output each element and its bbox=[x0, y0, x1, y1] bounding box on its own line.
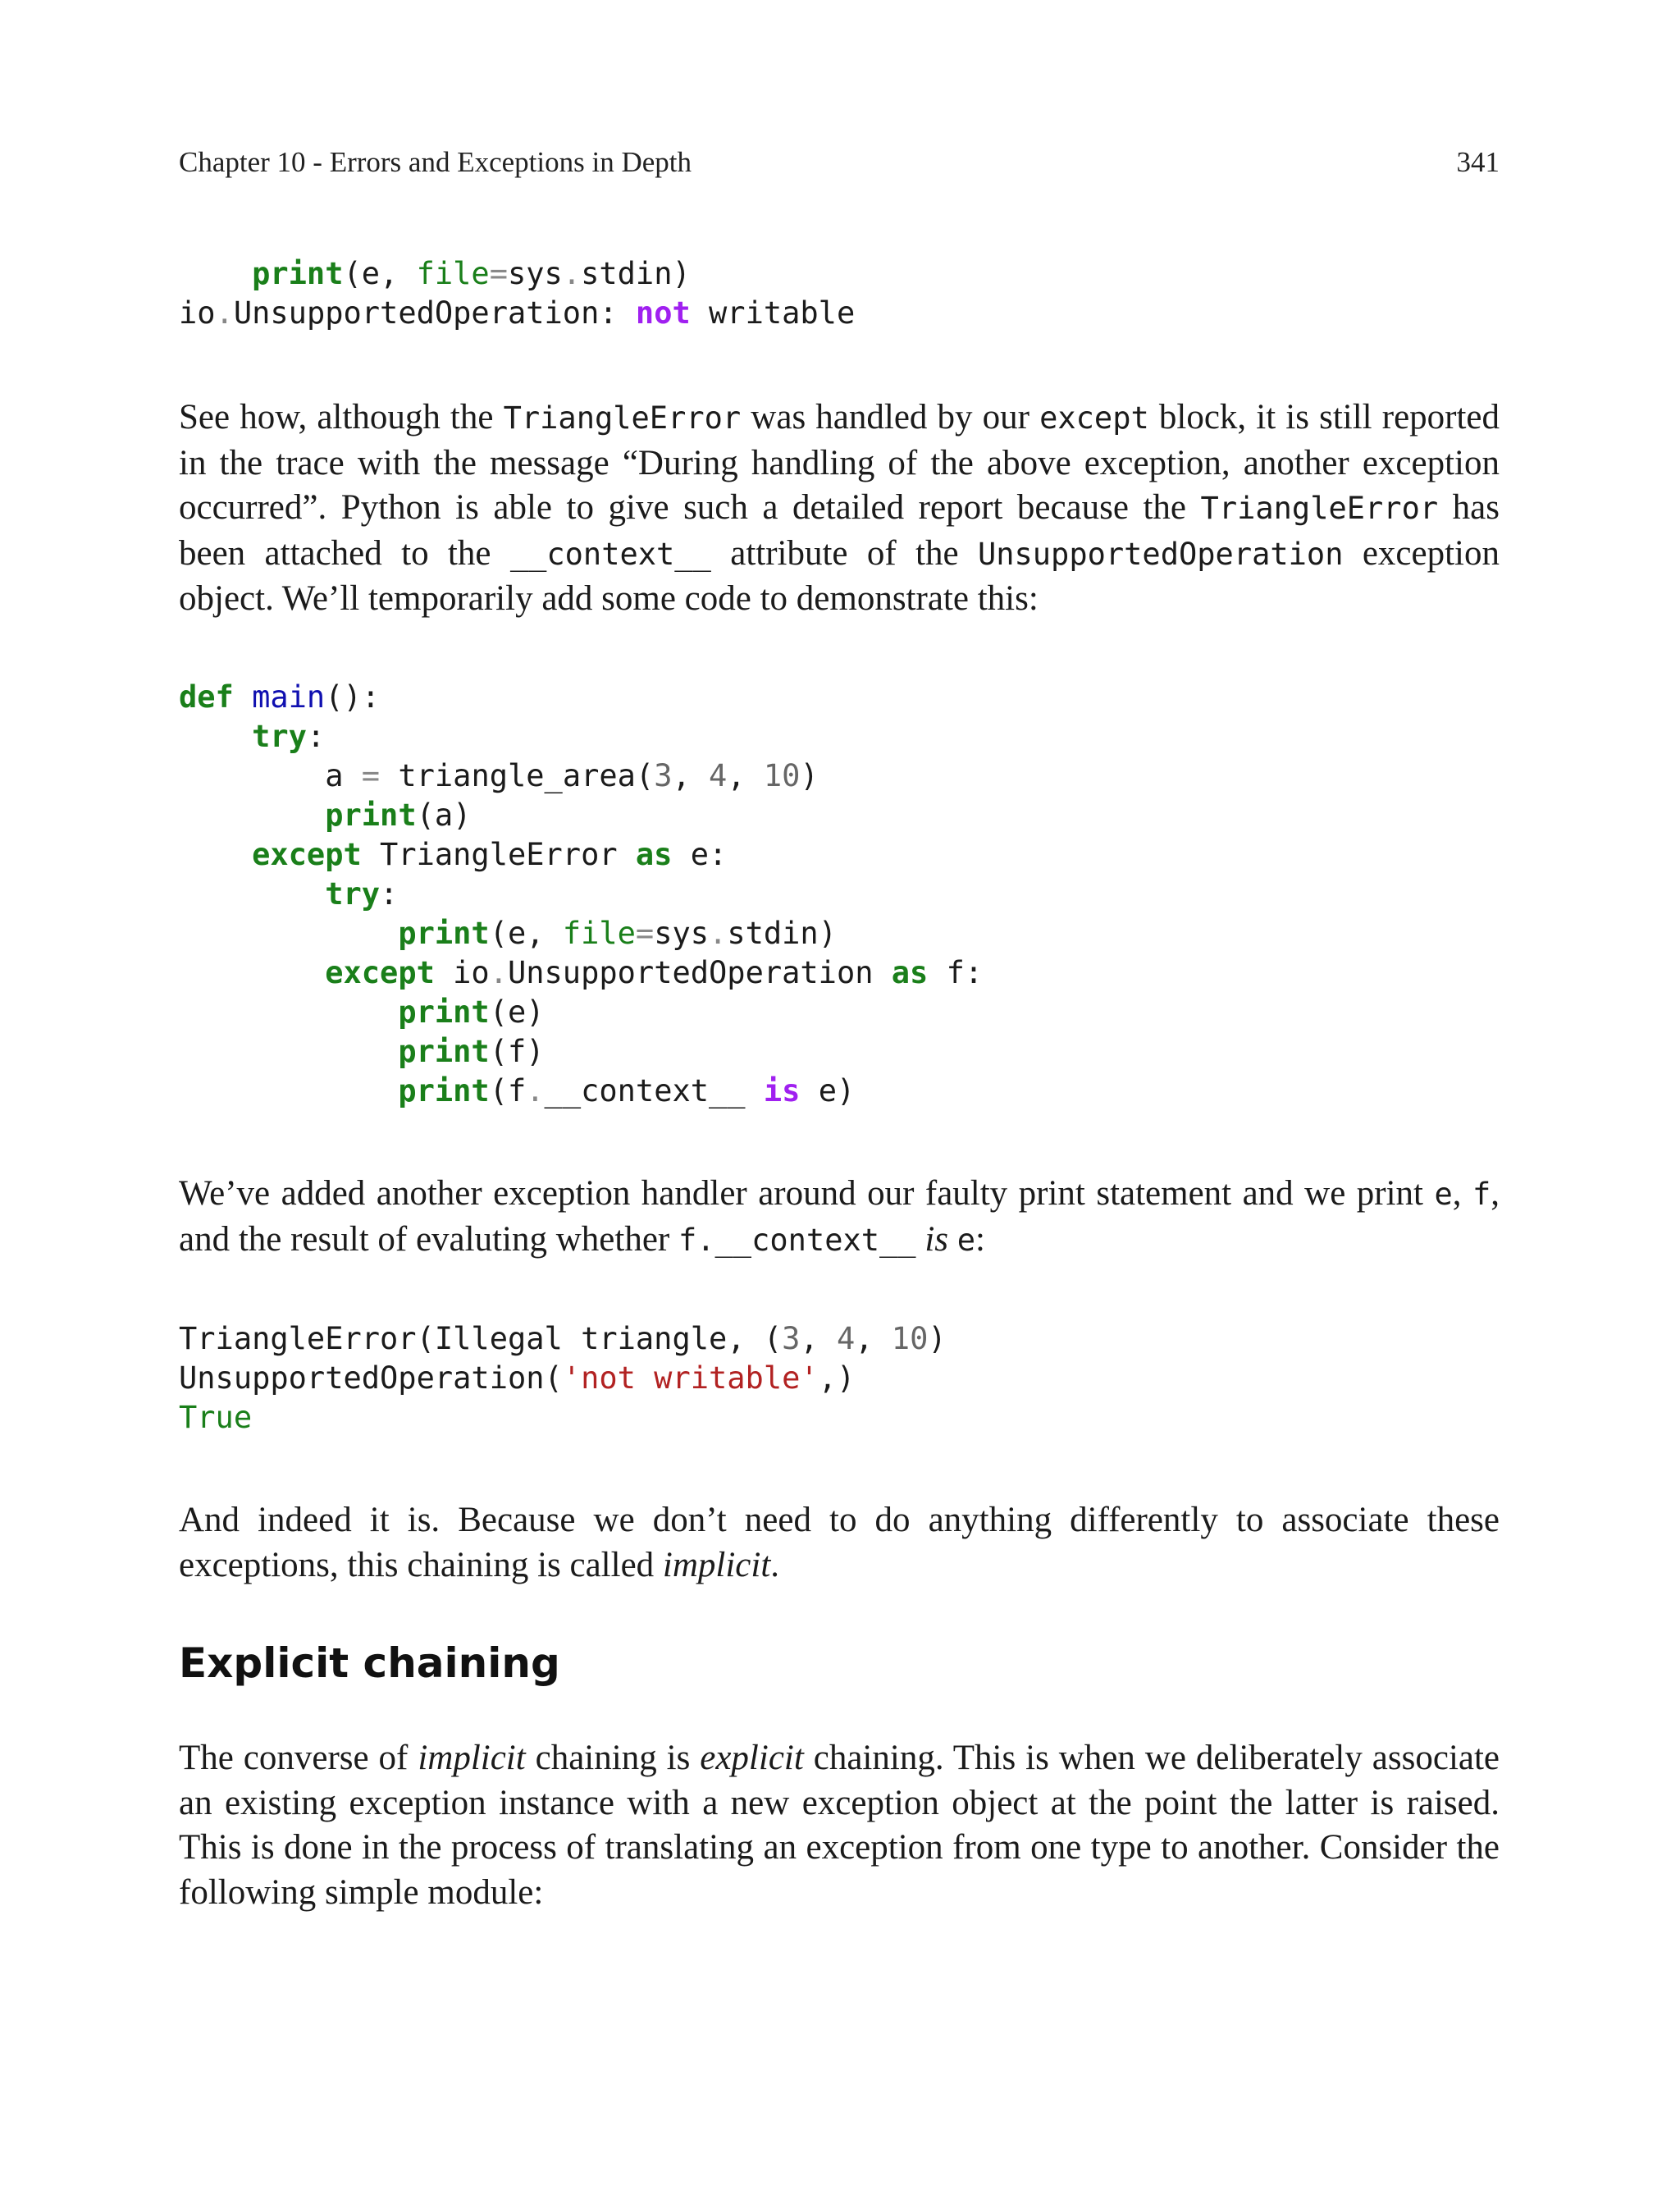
code-keyword: except bbox=[325, 955, 435, 990]
code-text: sys bbox=[508, 256, 563, 291]
code-keyword: print bbox=[398, 1073, 490, 1108]
text-run: : bbox=[975, 1219, 985, 1259]
code-number: 3 bbox=[782, 1321, 801, 1356]
code-block-traceback-end bbox=[179, 254, 855, 333]
code-text: UnsupportedOperation( bbox=[179, 1360, 563, 1396]
code-text: a bbox=[325, 758, 362, 793]
paragraph-added-handler bbox=[179, 1172, 1500, 1263]
code-keyword: print bbox=[398, 916, 490, 951]
code-text bbox=[179, 256, 252, 291]
code-text: ) bbox=[928, 1321, 947, 1356]
code-text: (a) bbox=[416, 798, 472, 833]
code-text: e: bbox=[672, 837, 728, 872]
code-text: (f) bbox=[489, 1034, 545, 1069]
code-keyword: print bbox=[398, 1034, 490, 1069]
code-number: 10 bbox=[763, 758, 801, 793]
text-run: . bbox=[770, 1545, 780, 1584]
code-operator: = bbox=[361, 758, 381, 793]
inline-code: f bbox=[1472, 1177, 1491, 1212]
text-run: See how, although the bbox=[179, 398, 504, 437]
code-keyword: try bbox=[252, 719, 307, 754]
italic-text: implicit bbox=[418, 1739, 526, 1777]
code-number: 4 bbox=[836, 1321, 856, 1356]
code-text: TriangleError bbox=[361, 837, 636, 872]
code-text: stdin) bbox=[727, 916, 837, 951]
page-number: 341 bbox=[1456, 146, 1500, 178]
code-text: e) bbox=[800, 1073, 856, 1108]
inline-code: f.__context__ bbox=[678, 1222, 916, 1258]
code-text: , bbox=[800, 1321, 837, 1356]
text-run: chaining is bbox=[525, 1739, 701, 1777]
text-run: attribute of the bbox=[710, 533, 978, 573]
code-text: f: bbox=[928, 955, 984, 990]
code-text: (): bbox=[325, 679, 381, 715]
code-text: TriangleError(Illegal triangle, ( bbox=[179, 1321, 783, 1356]
code-text: writable bbox=[690, 295, 856, 331]
text-run: block, it is still reported in the trace with the message “During handling of the above exception, another exception occurred”. Python is able to give such a detailed report because the bbox=[179, 398, 1500, 527]
code-number: 10 bbox=[891, 1321, 929, 1356]
code-text: triangle_area( bbox=[380, 758, 655, 793]
code-number: 3 bbox=[654, 758, 673, 793]
code-text: (e) bbox=[489, 994, 545, 1030]
code-text: (e, bbox=[343, 256, 417, 291]
code-argname: file bbox=[416, 256, 490, 291]
code-text: io bbox=[179, 295, 216, 331]
code-operator: . bbox=[215, 295, 234, 331]
code-text: ) bbox=[800, 758, 819, 793]
code-keyword: print bbox=[252, 256, 344, 291]
code-operator: . bbox=[562, 256, 582, 291]
code-text: (f bbox=[489, 1073, 527, 1108]
code-text: , bbox=[727, 758, 764, 793]
code-text: : bbox=[306, 719, 326, 754]
running-header bbox=[179, 146, 1500, 184]
code-keyword: as bbox=[635, 837, 673, 872]
code-keyword: def bbox=[179, 679, 234, 715]
code-text: UnsupportedOperation bbox=[507, 955, 892, 990]
code-text: UnsupportedOperation: bbox=[233, 295, 636, 331]
code-string: 'not writable' bbox=[562, 1360, 819, 1396]
inline-code: UnsupportedOperation bbox=[977, 536, 1344, 572]
text-run bbox=[916, 1220, 925, 1259]
inline-code: TriangleError bbox=[1200, 491, 1439, 526]
inline-code: __context__ bbox=[509, 536, 711, 572]
code-keyword: except bbox=[252, 837, 362, 872]
code-keyword: is bbox=[763, 1073, 801, 1108]
code-operator: . bbox=[489, 955, 508, 990]
code-block-main bbox=[179, 678, 983, 1111]
italic-text: is bbox=[924, 1219, 949, 1259]
code-operator: . bbox=[709, 916, 728, 951]
inline-code: e bbox=[1434, 1177, 1453, 1212]
code-text: stdin) bbox=[581, 256, 691, 291]
code-text: , bbox=[672, 758, 710, 793]
code-operator: . bbox=[526, 1073, 545, 1108]
code-keyword: print bbox=[325, 798, 417, 833]
text-run: exception object. We’ll temporarily add some code to demonstrate this: bbox=[179, 533, 1500, 618]
inline-code: TriangleError bbox=[503, 400, 742, 436]
text-run: The converse of bbox=[179, 1739, 418, 1777]
code-keyword: print bbox=[398, 994, 490, 1030]
text-run: , and the result of evaluting whether bbox=[179, 1174, 1500, 1259]
paragraph-context-explanation bbox=[179, 395, 1500, 622]
chapter-title: Chapter 10 - Errors and Exceptions in Depth bbox=[179, 146, 692, 178]
text-run: has been attached to the bbox=[179, 488, 1500, 573]
section-heading: Explicit chaining bbox=[179, 1639, 560, 1687]
code-text: (e, bbox=[489, 916, 563, 951]
text-run: , bbox=[1452, 1174, 1472, 1213]
code-text: sys bbox=[654, 916, 710, 951]
code-text: __context__ bbox=[544, 1073, 764, 1108]
code-keyword: as bbox=[891, 955, 929, 990]
inline-code: e bbox=[956, 1222, 976, 1258]
italic-text: implicit bbox=[662, 1545, 771, 1584]
code-text: , bbox=[855, 1321, 892, 1356]
code-argname: file bbox=[562, 916, 636, 951]
code-function-name: main bbox=[252, 679, 326, 715]
italic-text: explicit bbox=[700, 1739, 804, 1777]
paragraph-explicit bbox=[179, 1736, 1500, 1915]
inline-code: except bbox=[1039, 400, 1149, 436]
text-run bbox=[948, 1220, 957, 1259]
code-text: : bbox=[380, 876, 399, 912]
code-keyword: try bbox=[325, 876, 381, 912]
text-run: was handled by our bbox=[741, 398, 1040, 437]
code-number: 4 bbox=[709, 758, 728, 793]
code-boolean: True bbox=[179, 1400, 253, 1435]
paragraph-implicit bbox=[179, 1498, 1500, 1588]
text-run: We’ve added another exception handler around our faulty print statement and we print bbox=[179, 1174, 1435, 1213]
code-text: ,) bbox=[818, 1360, 856, 1396]
text-run: chaining. This is when we deliberately associate an existing exception instance with a new exception object at the point the latter is raised. This is done in the process of translating an exception from one type to another. Consider the following simple module: bbox=[179, 1739, 1500, 1912]
code-operator: = bbox=[635, 916, 655, 951]
code-operator: = bbox=[489, 256, 508, 291]
code-text: io bbox=[434, 955, 490, 990]
text-run: And indeed it is. Because we don’t need to do anything differently to associate these exceptions, this chaining is called bbox=[179, 1501, 1500, 1584]
code-keyword: not bbox=[635, 295, 691, 331]
code-block-output bbox=[179, 1319, 947, 1438]
